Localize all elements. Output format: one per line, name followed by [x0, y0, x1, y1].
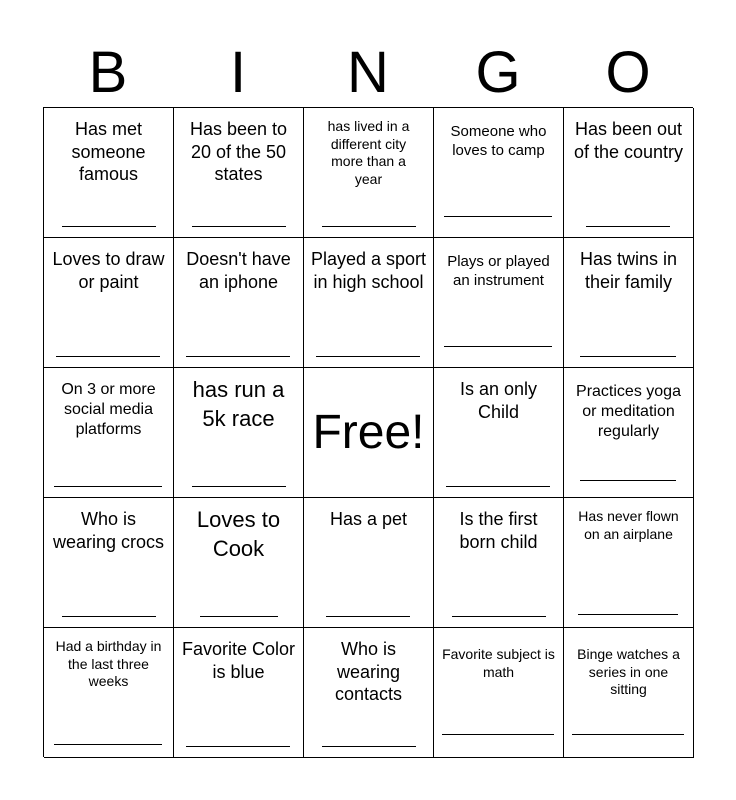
- signature-line: [586, 226, 670, 227]
- cell-text: Is the first born child: [459, 509, 538, 552]
- cell-text: Plays or played an instrument: [447, 253, 550, 289]
- bingo-cell[interactable]: [564, 368, 694, 498]
- cell-text: Doesn't have an iphone: [186, 249, 291, 292]
- signature-line: [580, 356, 676, 357]
- bingo-cell[interactable]: [174, 238, 304, 368]
- signature-line: [326, 616, 410, 617]
- bingo-cell[interactable]: [434, 108, 564, 238]
- cell-text: has run a 5k race: [192, 377, 285, 431]
- signature-line: [192, 486, 286, 487]
- bingo-cell[interactable]: [564, 108, 694, 238]
- cell-text: Someone who loves to camp: [450, 123, 547, 159]
- bingo-cell[interactable]: [174, 628, 304, 758]
- cell-text: Played a sport in high school: [310, 249, 427, 292]
- signature-line: [322, 226, 416, 227]
- signature-line: [446, 486, 550, 487]
- bingo-cell[interactable]: [44, 108, 174, 238]
- cell-text: Loves to draw or paint: [52, 249, 165, 292]
- bingo-header: [43, 38, 693, 108]
- signature-line: [56, 356, 160, 357]
- bingo-cell[interactable]: [434, 628, 564, 758]
- bingo-cell[interactable]: [564, 238, 694, 368]
- cell-text: Favorite subject is math: [442, 646, 555, 680]
- cell-text: Is an only Child: [459, 379, 538, 422]
- bingo-cell[interactable]: [44, 238, 174, 368]
- cell-text: Has been to 20 of the 50 states: [189, 119, 288, 184]
- signature-line: [200, 616, 278, 617]
- header-letter-o: O: [605, 40, 651, 105]
- bingo-cell[interactable]: [44, 498, 174, 628]
- signature-line: [442, 734, 554, 735]
- bingo-cell[interactable]: [434, 498, 564, 628]
- cell-text: Loves to Cook: [196, 507, 281, 561]
- cell-text: Practices yoga or meditation regularly: [576, 383, 681, 440]
- cell-text: On 3 or more social media platforms: [61, 381, 156, 438]
- signature-line: [62, 616, 156, 617]
- header-letter-i: I: [229, 40, 247, 105]
- cell-text: Has twins in their family: [579, 249, 678, 292]
- cell-text: Who is wearing crocs: [52, 509, 165, 552]
- bingo-cell[interactable]: [304, 628, 434, 758]
- bingo-cell[interactable]: [564, 498, 694, 628]
- bingo-cell[interactable]: [174, 368, 304, 498]
- bingo-cell[interactable]: [304, 498, 434, 628]
- bingo-cell[interactable]: [44, 628, 174, 758]
- signature-line: [452, 616, 546, 617]
- cell-text: Had a birthday in the last three weeks: [55, 638, 162, 689]
- bingo-grid: [43, 107, 693, 757]
- cell-text: Favorite Color is blue: [181, 639, 296, 682]
- cell-text: has lived in a different city more than a year: [327, 118, 410, 187]
- bingo-cell[interactable]: [304, 108, 434, 238]
- signature-line: [572, 734, 684, 735]
- signature-line: [316, 356, 420, 357]
- header-letter-b: B: [88, 40, 128, 105]
- signature-line: [186, 356, 290, 357]
- signature-line: [192, 226, 286, 227]
- cell-text: Who is wearing contacts: [334, 639, 403, 704]
- bingo-cell[interactable]: [434, 368, 564, 498]
- signature-line: [62, 226, 156, 227]
- signature-line: [54, 744, 162, 745]
- signature-line: [578, 614, 678, 615]
- bingo-cell[interactable]: [564, 628, 694, 758]
- bingo-cell[interactable]: [434, 238, 564, 368]
- cell-text: Has met someone famous: [71, 119, 146, 184]
- header-letter-g: G: [475, 40, 521, 105]
- free-space[interactable]: [304, 368, 434, 498]
- signature-line: [444, 216, 552, 217]
- bingo-cell[interactable]: [174, 108, 304, 238]
- cell-text: Has never flown on an airplane: [578, 508, 679, 542]
- cell-text: Has a pet: [329, 509, 408, 529]
- bingo-cell[interactable]: [44, 368, 174, 498]
- bingo-cell[interactable]: [174, 498, 304, 628]
- signature-line: [186, 746, 290, 747]
- cell-text: Has been out of the country: [573, 119, 684, 162]
- signature-line: [54, 486, 162, 487]
- cell-text: Binge watches a series in one sitting: [577, 646, 680, 697]
- bingo-cell[interactable]: [304, 238, 434, 368]
- header-letter-n: N: [347, 40, 389, 105]
- signature-line: [580, 480, 676, 481]
- free-space-label: Free!: [312, 406, 425, 459]
- signature-line: [444, 346, 552, 347]
- signature-line: [322, 746, 416, 747]
